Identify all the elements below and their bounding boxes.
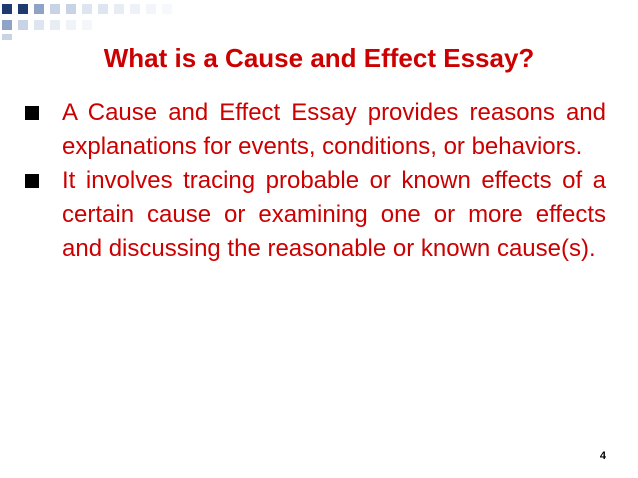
decor-square bbox=[146, 4, 156, 14]
bullet-item bbox=[20, 164, 606, 266]
page-number: 4 bbox=[599, 450, 606, 462]
decorative-square-pattern bbox=[0, 0, 240, 40]
decor-square bbox=[34, 20, 44, 30]
decor-square bbox=[130, 4, 140, 14]
bullet-text: A Cause and Effect Essay provides reasons and explanations for events, conditions, or behaviors. bbox=[62, 99, 606, 160]
decor-square bbox=[66, 20, 76, 30]
decor-square bbox=[2, 34, 12, 40]
decor-square bbox=[50, 20, 60, 30]
decor-square bbox=[18, 4, 28, 14]
decor-square bbox=[2, 20, 12, 30]
decor-squares bbox=[2, 4, 172, 40]
decor-square bbox=[114, 4, 124, 14]
decor-square bbox=[50, 4, 60, 14]
decor-square bbox=[82, 20, 92, 30]
slide-title: What is a Cause and Effect Essay? bbox=[103, 43, 535, 73]
square-bullet-icon bbox=[25, 174, 39, 188]
decor-square bbox=[98, 4, 108, 14]
decor-square bbox=[2, 4, 12, 14]
decor-square bbox=[162, 4, 172, 14]
decor-square bbox=[82, 4, 92, 14]
square-bullet-icon bbox=[25, 106, 39, 120]
bullet-text: It involves tracing probable or known effects of a certain cause or examining one or more effects and discussing the reasonable or known cause(s). bbox=[62, 167, 606, 262]
decor-square bbox=[18, 20, 28, 30]
decor-square bbox=[34, 4, 44, 14]
bullet-list bbox=[20, 96, 606, 266]
decor-square bbox=[66, 4, 76, 14]
bullet-item bbox=[20, 96, 606, 164]
